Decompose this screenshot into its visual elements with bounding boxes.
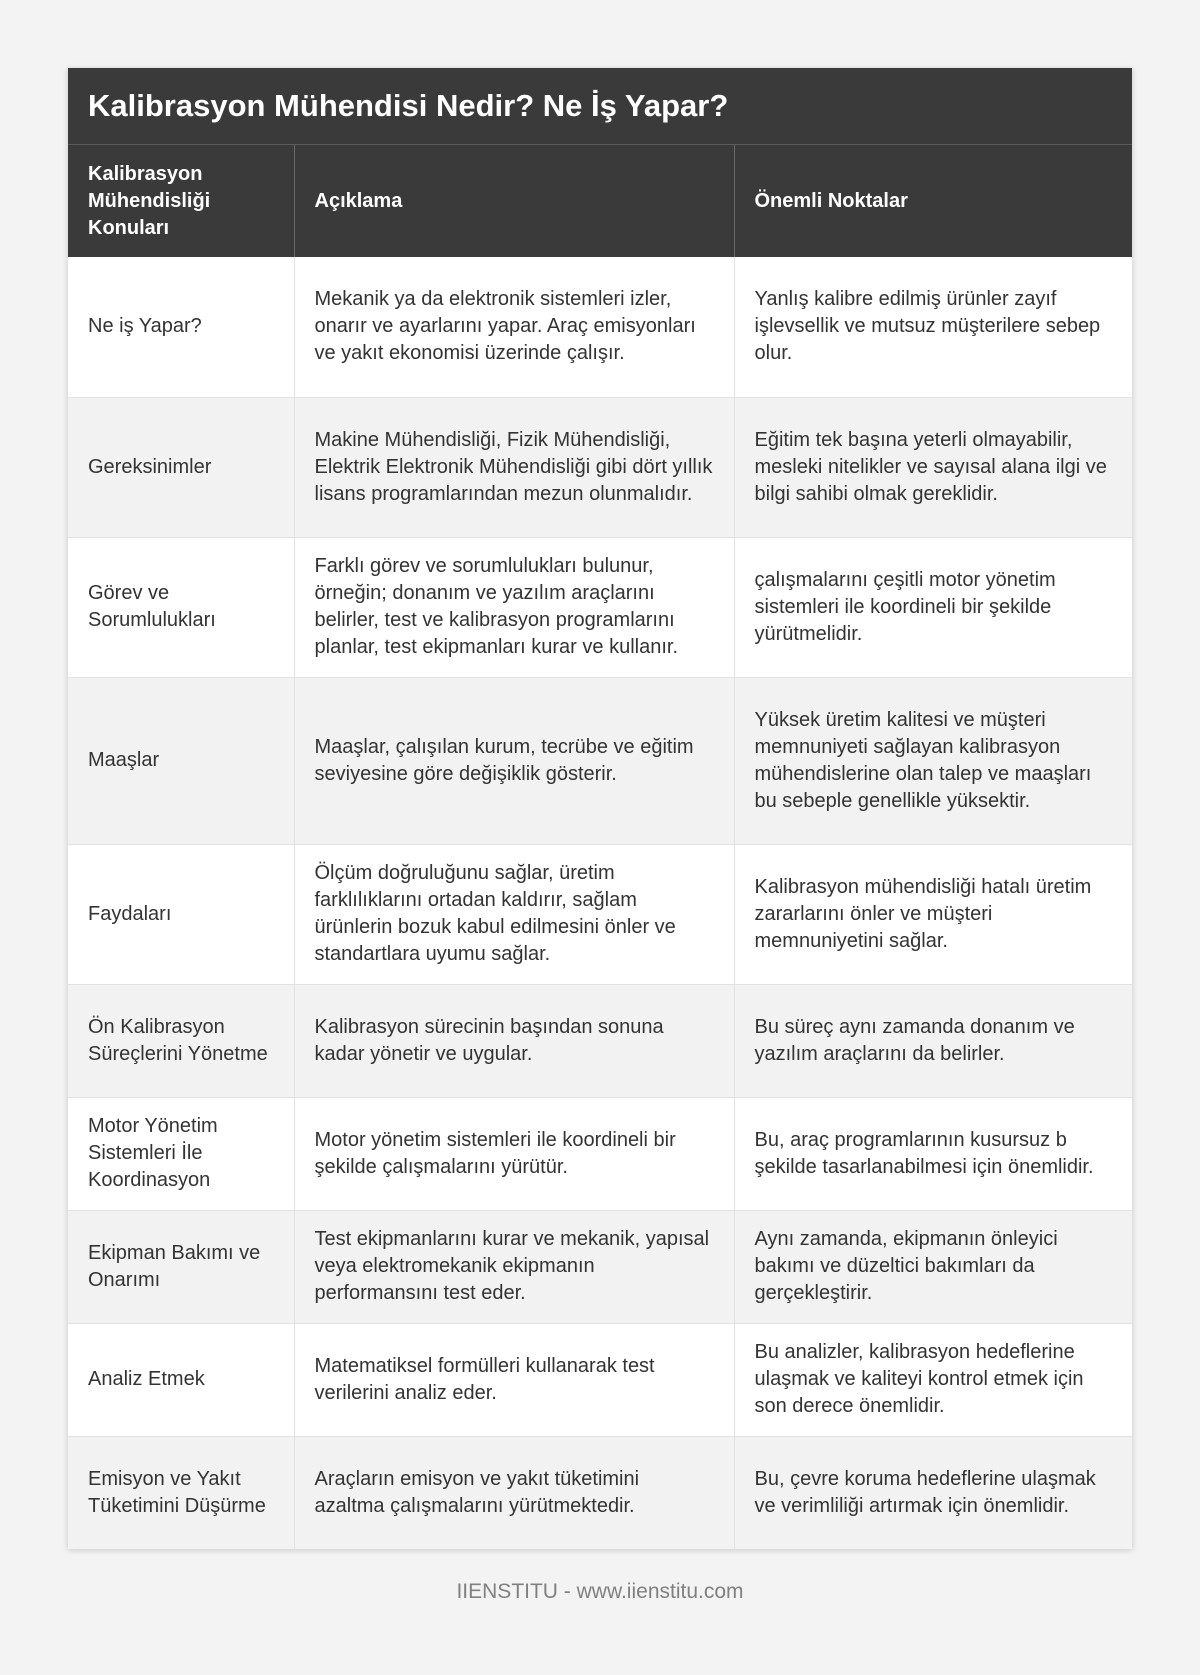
table-row [68,984,1132,1097]
table-row [68,257,1132,397]
cell-topic: Faydaları [68,844,294,984]
cell-topic: Maaşlar [68,677,294,844]
cell-notes: Kalibrasyon mühendisliği hatalı üretim zararlarını önler ve müşteri memnuniyetini sağlar. [734,844,1132,984]
cell-notes: Aynı zamanda, ekipmanın önleyici bakımı ve düzeltici bakımları da gerçekleştirir. [734,1210,1132,1323]
cell-notes: Bu, araç programlarının kusursuz b şekilde tasarlanabilmesi için önemlidir. [734,1097,1132,1210]
cell-description: Mekanik ya da elektronik sistemleri izler, onarır ve ayarlarını yapar. Araç emisyonları ve yakıt ekonomisi üzerinde çalışır. [294,257,734,397]
cell-description: Ölçüm doğruluğunu sağlar, üretim farklılıklarını ortadan kaldırır, sağlam ürünlerin bozuk kabul edilmesini önler ve standartlara uyumu sağlar. [294,844,734,984]
cell-description: Maaşlar, çalışılan kurum, tecrübe ve eğitim seviyesine göre değişiklik gösterir. [294,677,734,844]
table-row [68,1436,1132,1549]
column-header-topic: Kalibrasyon Mühendisliği Konuları [68,145,294,257]
table-row [68,537,1132,677]
cell-description: Kalibrasyon sürecinin başından sonuna kadar yönetir ve uygular. [294,984,734,1097]
cell-topic: Ön Kalibrasyon Süreçlerini Yönetme [68,984,294,1097]
table-row [68,844,1132,984]
cell-notes: Yüksek üretim kalitesi ve müşteri memnuniyeti sağlayan kalibrasyon mühendislerine olan talep ve maaşları bu sebeple genellikle yüksektir. [734,677,1132,844]
cell-topic: Gereksinimler [68,397,294,537]
cell-notes: Bu, çevre koruma hedeflerine ulaşmak ve verimliliği artırmak için önemlidir. [734,1436,1132,1549]
cell-description: Makine Mühendisliği, Fizik Mühendisliği, Elektrik Elektronik Mühendisliği gibi dört yıllık lisans programlarından mezun olunmalıdır. [294,397,734,537]
column-header-description: Açıklama [294,145,734,257]
table-header-row [68,145,1132,257]
cell-description: Motor yönetim sistemleri ile koordineli bir şekilde çalışmalarını yürütür. [294,1097,734,1210]
info-table-card [68,68,1132,1549]
cell-notes: Bu analizler, kalibrasyon hedeflerine ulaşmak ve kaliteyi kontrol etmek için son derece önemlidir. [734,1323,1132,1436]
table-row [68,1323,1132,1436]
cell-notes: Eğitim tek başına yeterli olmayabilir, mesleki nitelikler ve sayısal alana ilgi ve bilgi sahibi olmak gereklidir. [734,397,1132,537]
cell-topic: Emisyon ve Yakıt Tüketimini Düşürme [68,1436,294,1549]
cell-description: Test ekipmanlarını kurar ve mekanik, yapısal veya elektromekanik ekipmanın performansını test eder. [294,1210,734,1323]
footer-credit: IIENSTITU - www.iienstitu.com [456,1580,744,1603]
cell-description: Matematiksel formülleri kullanarak test verilerini analiz eder. [294,1323,734,1436]
table-row [68,397,1132,537]
cell-topic: Analiz Etmek [68,1323,294,1436]
table-row [68,1210,1132,1323]
info-table [68,145,1132,1549]
cell-notes: çalışmalarını çeşitli motor yönetim sistemleri ile koordineli bir şekilde yürütmelidir. [734,537,1132,677]
cell-topic: Görev ve Sorumlulukları [68,537,294,677]
table-title: Kalibrasyon Mühendisi Nedir? Ne İş Yapar? [68,68,1132,145]
cell-notes: Bu süreç aynı zamanda donanım ve yazılım araçlarını da belirler. [734,984,1132,1097]
column-header-notes: Önemli Noktalar [734,145,1132,257]
cell-notes: Yanlış kalibre edilmiş ürünler zayıf işlevsellik ve mutsuz müşterilere sebep olur. [734,257,1132,397]
cell-description: Araçların emisyon ve yakıt tüketimini azaltma çalışmalarını yürütmektedir. [294,1436,734,1549]
cell-description: Farklı görev ve sorumlulukları bulunur, örneğin; donanım ve yazılım araçlarını belirler, test ve kalibrasyon programlarını planlar, test ekipmanları kurar ve kullanır. [294,537,734,677]
cell-topic: Motor Yönetim Sistemleri İle Koordinasyon [68,1097,294,1210]
cell-topic: Ekipman Bakımı ve Onarımı [68,1210,294,1323]
table-row [68,1097,1132,1210]
table-row [68,677,1132,844]
cell-topic: Ne iş Yapar? [68,257,294,397]
